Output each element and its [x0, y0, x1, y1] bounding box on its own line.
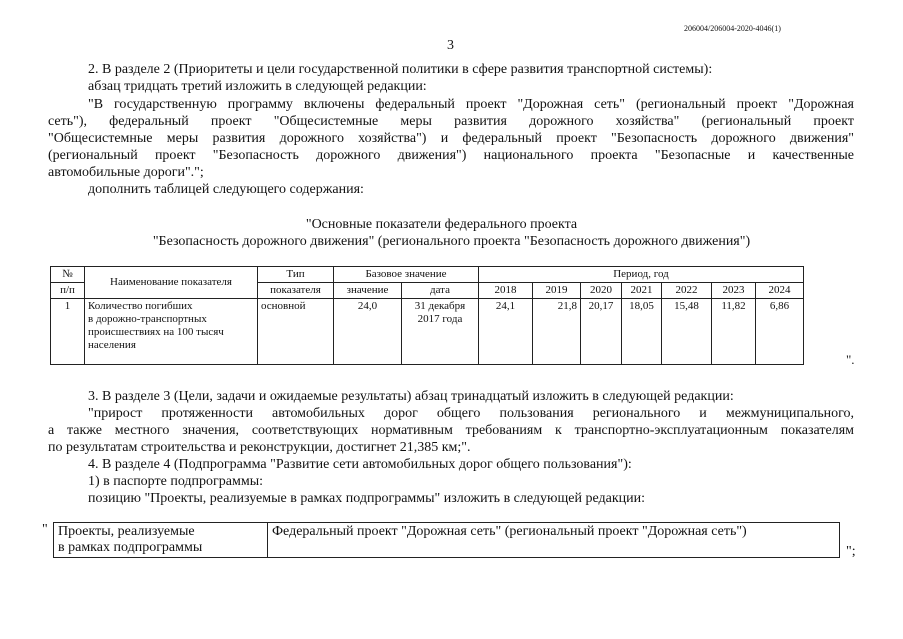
row-type: основной	[258, 299, 334, 365]
project-open-mark: "	[42, 522, 48, 537]
section3-heading: 3. В разделе 3 (Цели, задачи и ожидаемые результаты) абзац тринадцатый изложить в следующей редакции:	[88, 389, 734, 404]
header-year: 2019	[533, 283, 581, 299]
row-name-line: населения	[88, 339, 136, 351]
section2-subheading: абзац тридцать третий изложить в следующей редакции:	[88, 79, 427, 94]
header-year: 2020	[581, 283, 622, 299]
header-name: Наименование показателя	[85, 267, 258, 299]
header-type: Тип	[258, 267, 334, 283]
row-name-line: происшествиях на 100 тысяч	[88, 326, 224, 338]
header-period: Период, год	[479, 267, 804, 283]
section2-quote-line: (региональный проект "Безопасность дорожного движения") национального проекта "Безопасные и качественные	[48, 148, 854, 163]
table-row	[51, 299, 804, 365]
row-base-date-line: 31 декабря	[414, 300, 466, 312]
header-base: Базовое значение	[334, 267, 479, 283]
table-row	[54, 523, 840, 558]
section4-heading: 4. В разделе 4 (Подпрограмма "Развитие сети автомобильных дорог общего пользования"):	[88, 457, 632, 472]
header-num2: п/п	[51, 283, 85, 299]
section2-quote-line: "Общесистемные меры развития дорожного хозяйства") и федеральный проект "Безопасность дорожного движения"	[48, 131, 854, 146]
project-table	[53, 522, 840, 558]
header-year: 2023	[712, 283, 756, 299]
header-year: 2018	[479, 283, 533, 299]
row-base-date	[402, 299, 479, 365]
row-value-2024: 6,86	[756, 299, 804, 365]
section4-instruction: позицию "Проекты, реализуемые в рамках подпрограммы" изложить в следующей редакции:	[88, 491, 646, 506]
row-value-2021: 18,05	[622, 299, 662, 365]
row-value-2019: 21,8	[533, 299, 581, 365]
row-num: 1	[51, 299, 85, 365]
section3-quote-line: "прирост протяженности автомобильных дорог общего пользования регионального и межмуниципального,	[88, 406, 854, 421]
row-base-value: 24,0	[334, 299, 402, 365]
header-year: 2022	[662, 283, 712, 299]
project-end-mark: ";	[846, 544, 856, 559]
section3-quote-line: по результатам строительства и реконструкции, достигнет 21,385 км;".	[48, 440, 471, 455]
section3-quote-line: а также местного значения, соответствующих нормативным требованиям к транспортно-эксплуатационным показателям	[48, 423, 854, 438]
header-year: 2021	[622, 283, 662, 299]
table-title-line2: "Безопасность дорожного движения" (регионального проекта "Безопасность дорожного движения")	[152, 234, 751, 249]
header-base-value: значение	[334, 283, 402, 299]
project-label	[54, 523, 268, 558]
add-table-line: дополнить таблицей следующего содержания:	[88, 182, 364, 197]
section2-quote-line: автомобильные дороги".";	[48, 165, 204, 180]
doc-id: 206004/206004-2020-4046(1)	[684, 24, 781, 33]
row-value-2022: 15,48	[662, 299, 712, 365]
header-num: №	[51, 267, 85, 283]
section2-quote-line: "В государственную программу включены федеральный проект "Дорожная сеть" (региональный проект "Дорожная	[88, 97, 854, 112]
section2-quote-line: сеть"), федеральный проект "Общесистемные меры развития дорожного хозяйства" (региональный проект	[48, 114, 854, 129]
row-name-line: Количество погибших	[88, 300, 193, 312]
row-value-2018: 24,1	[479, 299, 533, 365]
row-base-date-line: 2017 года	[417, 313, 463, 325]
section4-subheading: 1) в паспорте подпрограммы:	[88, 474, 264, 489]
row-value-2023: 11,82	[712, 299, 756, 365]
project-label-line: в рамках подпрограммы	[58, 540, 203, 555]
row-name	[85, 299, 258, 365]
section2-heading: 2. В разделе 2 (Приоритеты и цели государственной политики в сфере развития транспортной системы):	[88, 62, 713, 77]
table-end-mark: ".	[846, 352, 855, 367]
header-base-date: дата	[402, 283, 479, 299]
table-title-line1: "Основные показатели федерального проекта	[305, 217, 578, 232]
indicator-table	[50, 266, 804, 365]
page-number: 3	[447, 38, 454, 53]
project-label-line: Проекты, реализуемые	[58, 524, 195, 539]
project-value: Федеральный проект "Дорожная сеть" (региональный проект "Дорожная сеть")	[268, 523, 840, 558]
row-name-line: в дорожно-транспортных	[88, 313, 207, 325]
header-year: 2024	[756, 283, 804, 299]
row-value-2020: 20,17	[581, 299, 622, 365]
header-type2: показателя	[258, 283, 334, 299]
